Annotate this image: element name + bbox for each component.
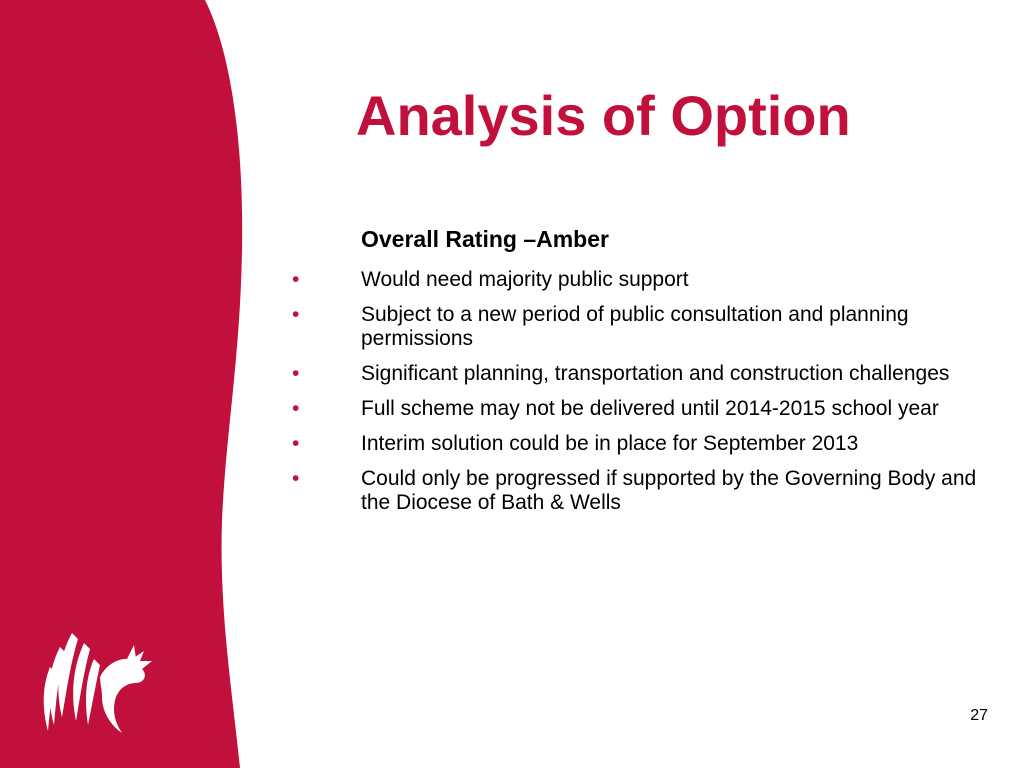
bullet-marker: • <box>292 362 300 385</box>
bullet-marker: • <box>292 268 300 291</box>
bullet-marker: • <box>292 467 300 490</box>
overall-rating-heading: Overall Rating –Amber <box>361 226 609 252</box>
bullet-marker: • <box>292 432 300 455</box>
bullet-text: Subject to a new period of public consultation and planning permissions <box>361 303 909 350</box>
list-item <box>292 467 992 515</box>
bullet-text: Would need majority public support <box>361 268 689 291</box>
bullet-text: Full scheme may not be delivered until 2014-2015 school year <box>361 397 939 420</box>
bullet-text: Interim solution could be in place for September 2013 <box>361 432 859 455</box>
list-item <box>292 362 992 386</box>
bullet-marker: • <box>292 303 300 326</box>
bullet-text: Significant planning, transportation and construction challenges <box>361 362 950 385</box>
list-item <box>292 268 992 292</box>
list-item <box>292 432 992 456</box>
slide-title: Analysis of Option <box>356 84 851 147</box>
bullet-list <box>292 268 992 526</box>
list-item <box>292 303 992 351</box>
list-item <box>292 397 992 421</box>
bullet-text: Could only be progressed if supported by the Governing Body and the Diocese of Bath & Wells <box>361 467 977 514</box>
page-number: 27 <box>970 707 988 724</box>
bullet-marker: • <box>292 397 300 420</box>
dragon-logo-icon <box>40 625 170 740</box>
